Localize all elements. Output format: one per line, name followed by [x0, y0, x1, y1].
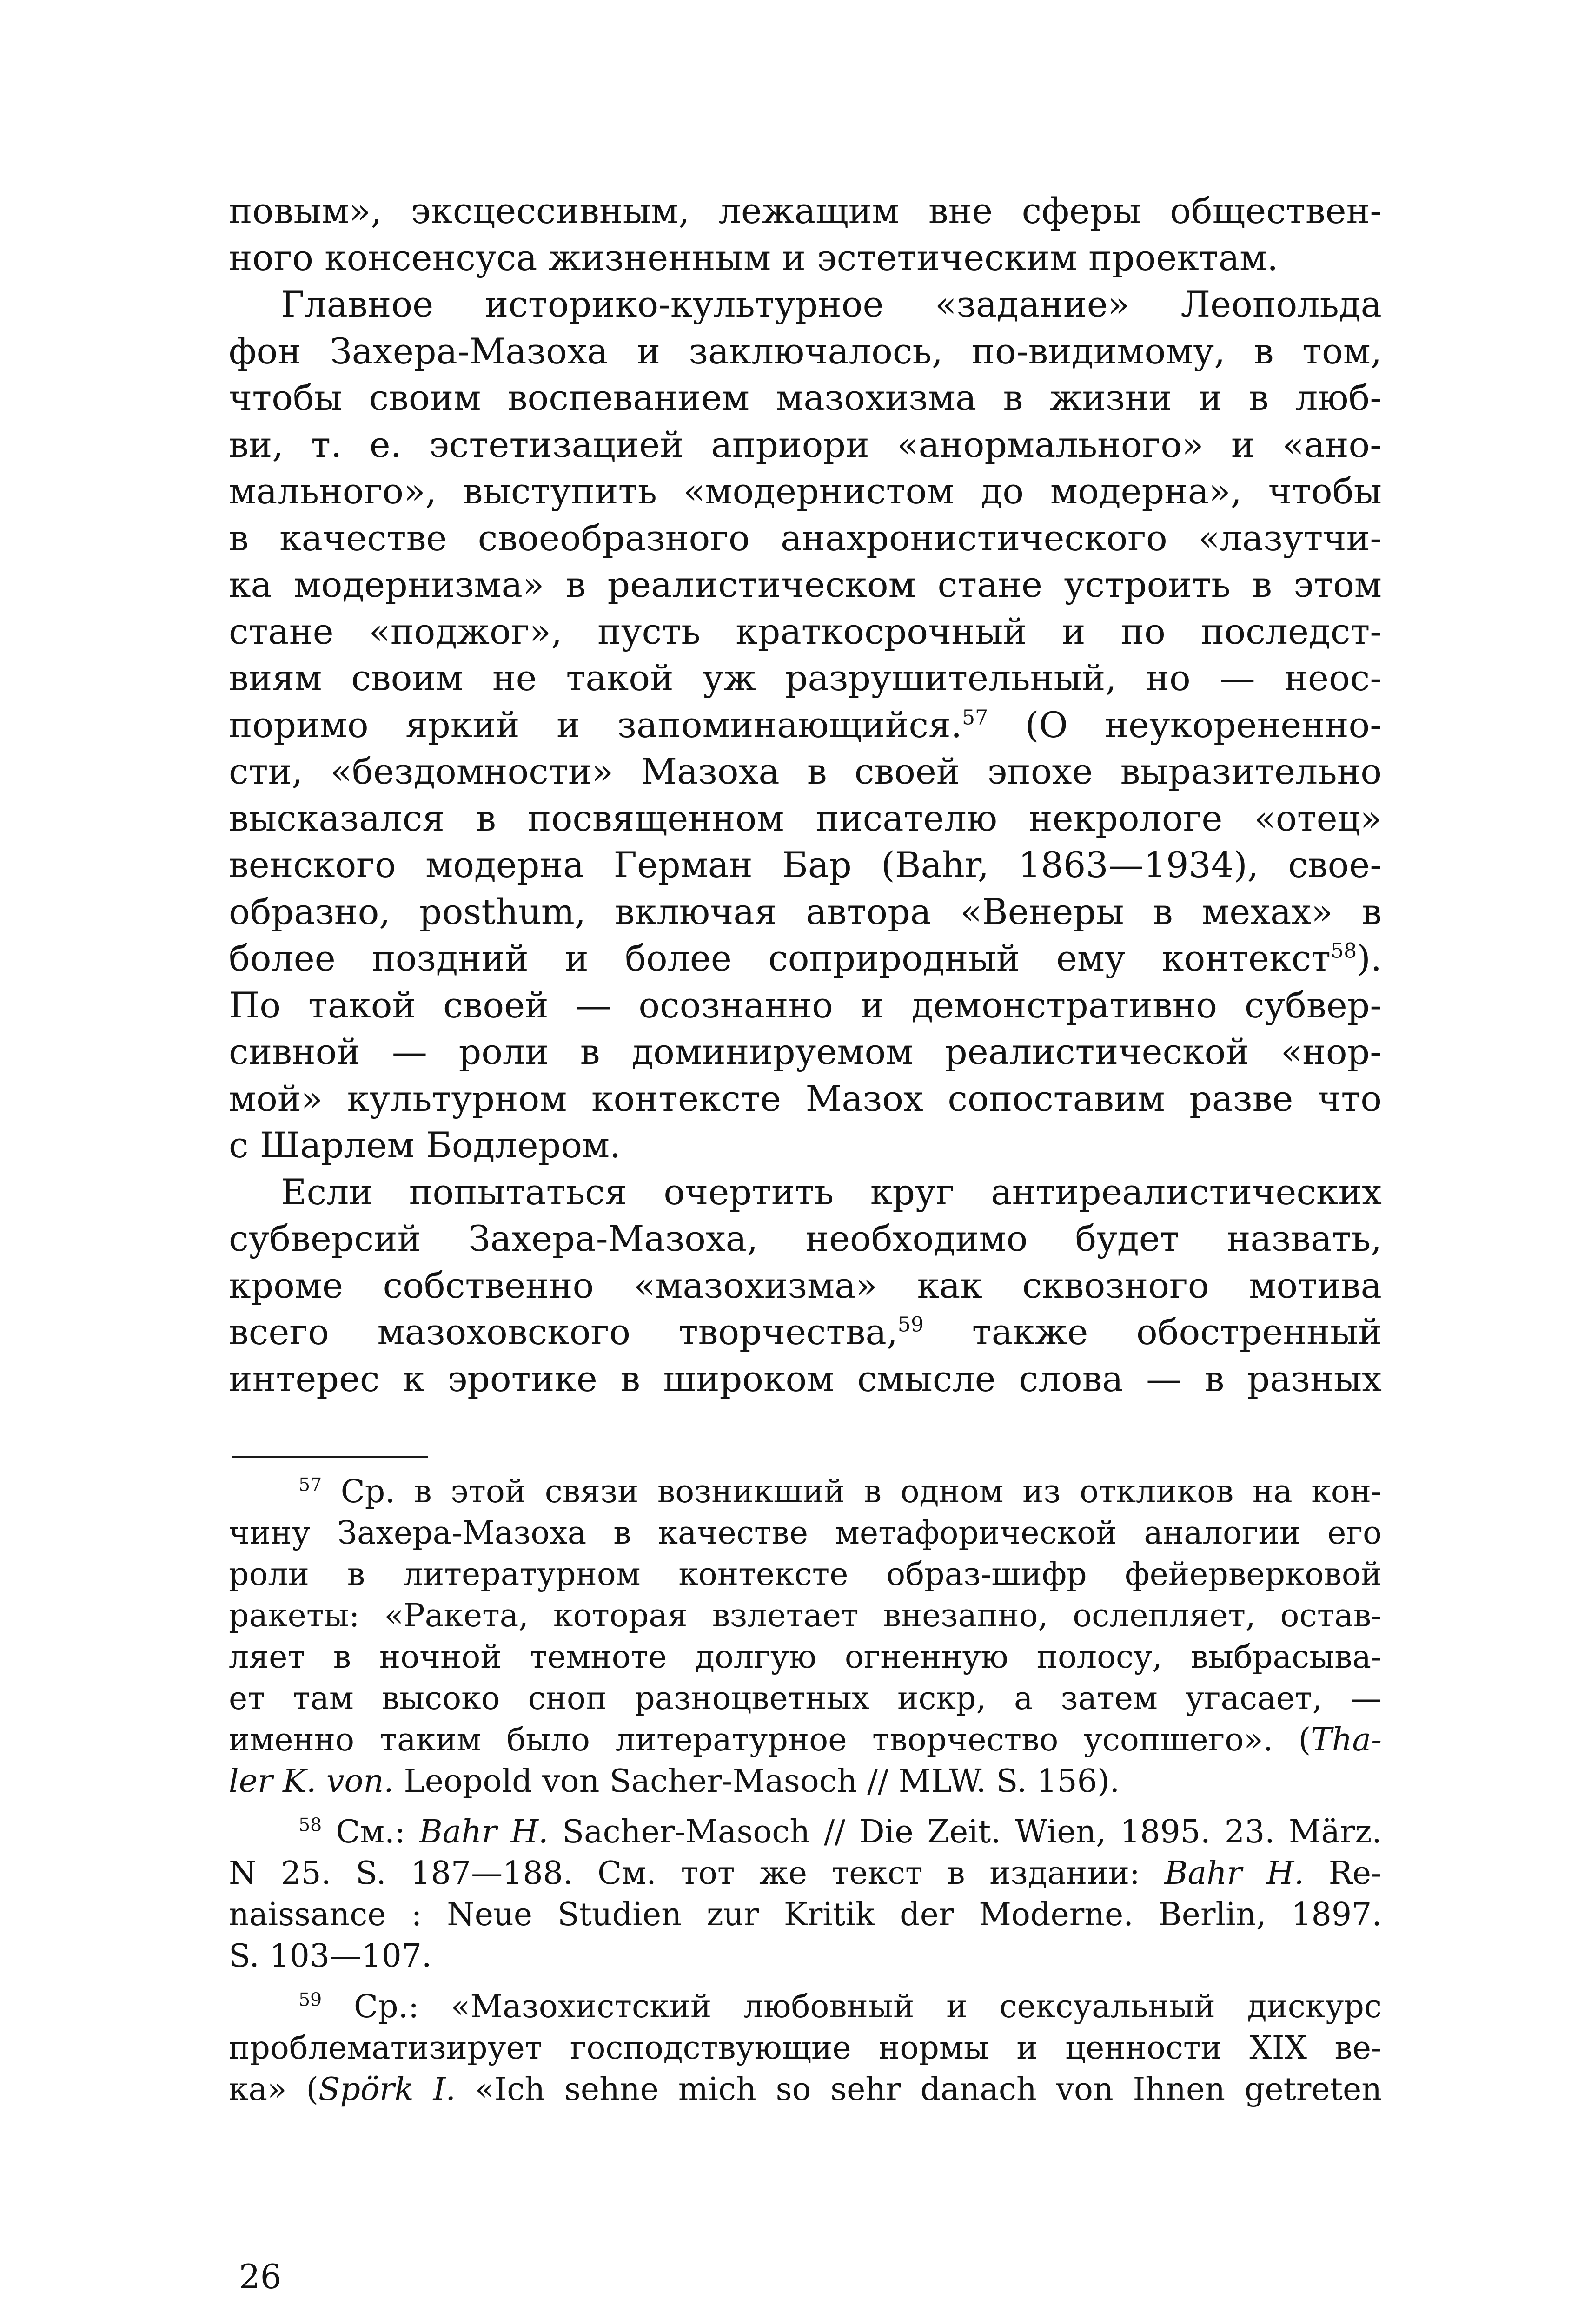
note-gap: [229, 1977, 1382, 1986]
footnote-line: [229, 1719, 1382, 1761]
text-segment: более поздний и более соприродный ему контекст: [229, 938, 1331, 979]
footnote-line: ляет в ночной темноте долгую огненную полосу, выбрасыва-: [229, 1639, 1382, 1676]
text-line: [229, 702, 1382, 749]
text-segment: ).: [1357, 938, 1382, 979]
text-line: мой» культурном контексте Мазох сопоставим разве что: [229, 1077, 1382, 1119]
text-line: мального», выступить «модернистом до модерна», чтобы: [229, 470, 1382, 512]
footnote-line: [229, 1471, 1382, 1512]
text-line: кроме собственно «мазохизма» как сквозного мотива: [229, 1264, 1382, 1306]
footnote-line: S. 103—107.: [229, 1938, 432, 1974]
footnote-line: проблематизирует господствующие нормы и ценности XIX ве-: [229, 2030, 1382, 2067]
text-line: фон Захера-Мазоха и заключалось, по-видимому, в том,: [229, 330, 1382, 372]
text-line: сти, «бездомности» Мазоха в своей эпохе выразительно: [229, 751, 1382, 792]
author-name: Tha-: [1311, 1722, 1382, 1758]
footnote-line: [229, 1986, 1382, 2027]
text-line: сивной — роли в доминируемом реалистической «нор-: [229, 1031, 1382, 1072]
text-line: повым», эксцессивным, лежащим вне сферы обществен-: [229, 190, 1382, 231]
text-line: образно, posthum, включая автора «Венеры в мехах» в: [229, 891, 1382, 932]
author-name: Spörk I.: [318, 2071, 456, 2108]
text-segment: Ср. в этой связи возникший в одном из откликов на кон-: [322, 1473, 1382, 1510]
text-line: с Шарлем Бодлером.: [229, 1124, 621, 1166]
footnotes: [229, 1471, 1382, 2110]
footnote-ref: 57: [962, 706, 988, 730]
text-segment: именно таким было литературное творчество усопшего». (: [229, 1722, 1311, 1758]
text-segment: См.:: [322, 1814, 419, 1850]
text-line: высказался в посвященном писателю некрологе «отец»: [229, 797, 1382, 839]
footnote-ref: 59: [897, 1313, 924, 1337]
text-line: Главное историко-культурное «задание» Леопольда: [281, 284, 1382, 325]
footnote-separator: [232, 1456, 428, 1458]
footnote-line: ракеты: «Ракета, которая взлетает внезапно, ослепляет, остав-: [229, 1598, 1382, 1634]
author-name: ler K. von.: [229, 1763, 394, 1800]
text-line: ка модернизма» в реалистическом стане устроить в этом: [229, 564, 1382, 605]
footnote-line: [229, 1811, 1382, 1853]
text-segment: ка» (: [229, 2071, 318, 2108]
text-line: венского модерна Герман Бар (Bahr, 1863—1934), свое-: [229, 844, 1382, 885]
text-line: субверсий Захера-Мазоха, необходимо будет назвать,: [229, 1218, 1382, 1259]
text-line: ви, т. е. эстетизацией априори «анормального» и «ано-: [229, 423, 1382, 465]
text-line: виям своим не такой уж разрушительный, но — неос-: [229, 657, 1382, 699]
text-segment: Sacher-Masoch // Die Zeit. Wien, 1895. 23. März.: [548, 1814, 1382, 1850]
footnote-ref: 58: [1331, 939, 1357, 963]
text-line: [229, 935, 1382, 982]
text-segment: Ср.: «Мазохистский любовный и сексуальный дискурс: [322, 1988, 1382, 2025]
text-line: чтобы своим воспеванием мазохизма в жизни и в люб-: [229, 377, 1382, 418]
text-segment: «Ich sehne mich so sehr danach von Ihnen getreten: [456, 2071, 1382, 2108]
text-segment: всего мазоховского творчества,: [229, 1311, 898, 1353]
text-line: ного консенсуса жизненным и эстетическим проектам.: [229, 237, 1279, 278]
text-segment: Leopold von Sacher-Masoch // MLW. S. 156).: [393, 1763, 1120, 1800]
footnote-marker: 58: [298, 1814, 322, 1836]
text-segment: Re-: [1304, 1855, 1382, 1892]
text-segment: (О неукорененно-: [988, 704, 1382, 746]
text-line: [229, 1309, 1382, 1356]
footnote-marker: 59: [298, 1989, 322, 2011]
text-line: Если попытаться очертить круг антиреалистических: [281, 1171, 1382, 1213]
text-line: интерес к эротике в широком смысле слова — в разных: [229, 1358, 1382, 1400]
footnote-line: naissance : Neue Studien zur Kritik der Moderne. Berlin, 1897.: [229, 1896, 1382, 1933]
footnote-line: ет там высоко сноп разноцветных искр, а затем угасает, —: [229, 1680, 1382, 1717]
text-line: в качестве своеобразного анахронистического «лазутчи-: [229, 517, 1382, 559]
page-number: 26: [239, 2257, 282, 2296]
text-line: По такой своей — осознанно и демонстративно субвер-: [229, 984, 1382, 1026]
text-line: стане «поджог», пусть краткосрочный и по последст-: [229, 610, 1382, 652]
text-segment: поримо яркий и запоминающийся.: [229, 704, 962, 746]
author-name: Bahr H.: [1164, 1855, 1304, 1892]
note-gap: [229, 1802, 1382, 1811]
author-name: Bahr H.: [419, 1814, 549, 1850]
text-segment: N 25. S. 187—188. См. тот же текст в издании:: [229, 1855, 1165, 1892]
footnote-line: роли в литературном контексте образ-шифр фейерверковой: [229, 1556, 1382, 1593]
footnote-line: [229, 1761, 1382, 1802]
footnote-line: [229, 1853, 1382, 1894]
footnote-marker: 57: [298, 1474, 322, 1496]
text-segment: также обостренный: [924, 1311, 1382, 1353]
footnote-line: чину Захера-Мазоха в качестве метафорической аналогии его: [229, 1515, 1382, 1552]
footnote-line: [229, 2069, 1382, 2110]
main-text: [229, 188, 1382, 1402]
